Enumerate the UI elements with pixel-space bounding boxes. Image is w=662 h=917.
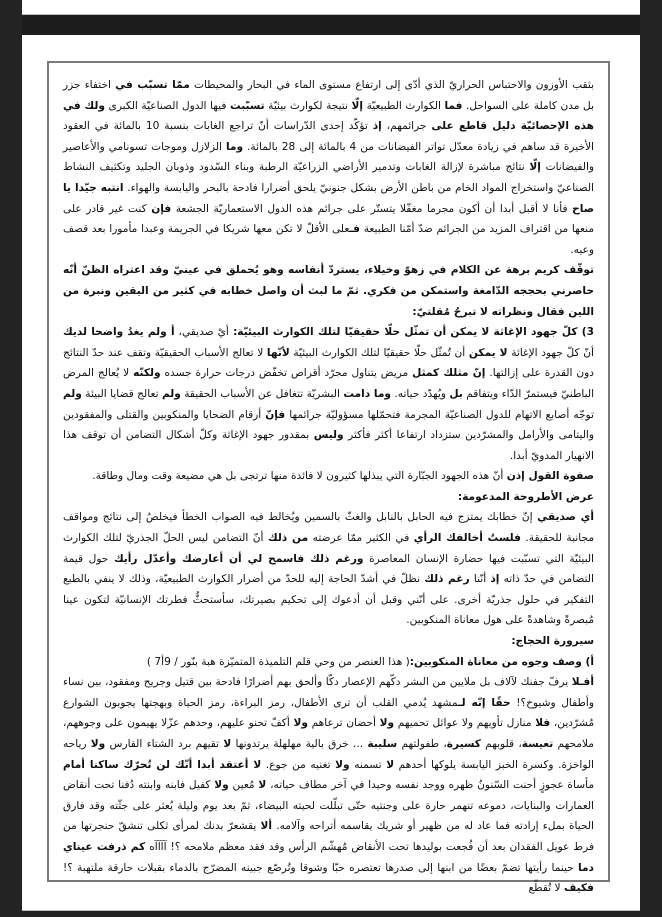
paragraph-environmental-causes: بثقب الأوزون والاحتباس الحراريّ الذي أدّى إلى ارتفاع مستوى الماء في البحار والمحيطات ممّا تسبّب في اختفاء جزر بل مدن كاملة على السواحل. فما الكوارث الطبيعيّة إلّا نتيجة لكوارث بيئيّة تسبّبت فيها الدول الصناعيّة الكبرى ولك في هذه الإحصائيّة دليل قاطع على جرائمهم، إذ تؤكّد إحدى الدّراسات أنّ تراجع الغابات بنسبة 10 بالمائة في العقود الأخيرة قد ساهم في زيادة معدّل تواتر الفيضانات من 4 بالمائة إلى 28 بالمائة. وما الزلازل وموجات تسونامي والأعاصير والفيضانات إلّا نتائج مباشرة لإزالة الغابات وتدمير الأراضي الزراعيّة الرطبة وبناء السّدود وذوبان الجليد وتكثيف النشاط الصناعيّ واستخراج المواد الخام من باطن الأرض بشكل جنونيّ يلحق أضرارا فادحة بالبحر واليابسة والهواء. انتبه جيّدا يا صاح فأنا لا أقبل أبدا أن أكون مجرما مغفّلا يتستّر على جرائم هذه الدول الاستعماريّة الجشعة فإن كنت غير قادر على منعها من اقتراف المزيد من الجرائم ضدّ أمّنا الطبيعة فـعلى الأقلّ لا تكن معها شريكا في الجريمة وعبدا مأمورا بعد قصف وعيه. — [63, 79, 594, 256]
document-page — [22, 35, 640, 911]
paragraph-narration: توقّف كريم برهة عن الكلام في زهوّ وخيلاء، يستردّ أنفاسه وهو يُحملق في عينيّ وقد اعتراه الظنّ أنّه حاصرني بحججه الدّامغة واستمكن من فكري. ثمّ ما لبث أن واصل خطابه في كثير من اليقين ونبرة من اللين فقال ونظراته لا تبرحُ مُقلتيّ: — [63, 264, 594, 318]
previous-page-bottom — [22, 0, 640, 15]
page-separator — [22, 15, 640, 35]
page-text — [63, 75, 594, 899]
paragraph-supported-thesis: أي صديقي إنّ خطابك يمتزج فيه الحابل بالنابل والغثّ بالسمين ويُخالط فيه الصواب الخطأ فيخلصُ إلى نتائج ومواقف مجانبة للحقيقة. فلستُ أخالفك الرأي في الكثير ممّا عرضته من ذلك أنّ التضامن ليس الحلّ الجذريّ لتلك الكوارث البيئيّة التي تسبّبت فيها حضارة الإنسان المعاصرة ورغم ذلك فاسمح لي أن أعارضك وأعدّل رأيك حول قيمة التضامن في حدّ ذاته إذ أنّنا رغم ذلك نظلّ في أشدّ الحاجة إليه للحدّ من أضرار الكوارث الطبيعيّة، وذلك لا ينفي بالطبع التفكير في حلول جذريّة أخرى. على أنّني وقبل أن أدعوك إلى تحكيم بصيرتك، سأستحثُّ فطرتك الإنسانيّة لتكون عينا مُبصرةً وشاهدةً على هول معاناة المنكوبين. — [63, 511, 594, 627]
paragraph-victims-description: أفـلا يرفّ جفنك لآلاف بل ملايين من البشر دكّهم الإعصار دكّا وألحق بهم أضرارًا فادحة بين قتيل وجريح ومفقود، بين نساء وأطفال وشيوخ؟! حقًا إنّه لـمشهد يُدمي القلب أن ترى الأطفال، رمز البراءة، رمز الحياة وبهجتها يجوبون الشوارع مُشرّدين، فلا منازل تأويهم ولا عوائل تحميهم ولا أحضان ترعاهم ولا أكفّ تحنو عليهم، وحدهم عزّلا يهيمون على وجوههم، ملامحهم تعيسة، قلوبهم كسيرة، طفولتهم سليبة ... خرق بالية مهلهلة يرتدونها لا تقيهم برد الشتاء القارس ولا رياحه الواخزة. وكسرة الخبز اليابسة يلوكها أحدهم لا تسمنه ولا تغنيه من جوع. لا أعتقد أبدا أنّك لن تُحرّك ساكنا أمام مأساة عجوزٍ أحنت السّنونُ ظهره ووجد نفسه وحيدا في آخر مطاف حياته، لا مُعين ولا كفيل فابنه وابنته دُفنا تحت أنقاض العمارات والبنايات، دموعه تنهمر حارة على وجنتيه حتّى تبلّلت لحيته البيضاء، ثمّ بعد يوم وليلة يُعثر على جثّته وقد فارق الحياة بملء إرادته فما عاد له من ظهير أو شريك يقاسمه أتراحه وآلامه. ألا يقشعرّ بدنك لمرأى ثكلى تنشقّ حنجرتها من فرط عويل الفقدان بعد أن فُجعت بوليدها تحت الأنقاض مُهشّم الرأس وقد فقد معظم ملامحه ؟! آآآآه كم ذرفت عيناي دما حينما رأيتها تضمّ بعضًا من ابنها إلى صدرها تعتصره حبّا وشوقا وتُرصّع جبينه المضرّج بالدماء بقبلات حارقة ملتهبة ؟! فكيف لا تُقطّع — [63, 676, 595, 895]
text-frame — [47, 61, 610, 895]
viewer-right-margin — [640, 0, 662, 917]
section-heading-supported-thesis: عرض الأطروحة المدعومة: — [457, 490, 594, 503]
paragraph-conclusion: صفوة القول إذن أنّ هذه الجهود الجبّارة التي يبذلها كثيرون لا فائدة منها ترتجى بل هي مضيعة وقت ومال وطاقة. — [92, 470, 594, 483]
section-heading-argumentation: سيرورة الحجاج: — [511, 635, 594, 648]
subheading-victims-suffering: أ) وصف وجوه من معاناة المنكوبين:( هذا العنصر من وحي قلم التلميذة المتميّزة هبة بنّور / 9أ7 ) — [146, 655, 594, 668]
paragraph-argument-3: 3) كلّ جهود الإغاثة لا يمكن أن تمثّل حلّا حقيقيّا لتلك الكوارث البيئيّة: أيْ صديقي، أ ولم يغدُ واضحا لديك أنّ كلّ جهود الإغاثة لا يمكن أن تُمثّل حلّا حقيقيّا لتلك الكوارث البيئيّة لأنّها لا تعالج الأسباب الحقيقيّة وتقف عند حدّ النتائج دون القدرة على إزالتها. إنّ مثلك كمثل مريض يتناول مجرّد أقراص تخفّض درجات حرارة جسده ولكنّه لا يُعالج المرض الباطنيّ فيستمرّ الدّاء ويتفاقم بل ويُهدّد حياته. وما دامت البشريّة تتغافل عن الأسباب الحقيقة ولم تعالج قضايا البيئة ولم توجّه أصابع الاتهام للدول الصناعيّة المجرمة فتحمّلها مسؤوليّة جرائمها فإنّ أرقام الضحايا والمنكوبين والقتلى والمفقودين واليتامى والأرامل والمشرّدين ستزداد ارتفاعا أكثر فأكثر وليس بمقدور جهود الإغاثة وكلّ أشكال التضامن أن توقف هذا الانهيار المدويّ أبدا. — [63, 326, 595, 462]
